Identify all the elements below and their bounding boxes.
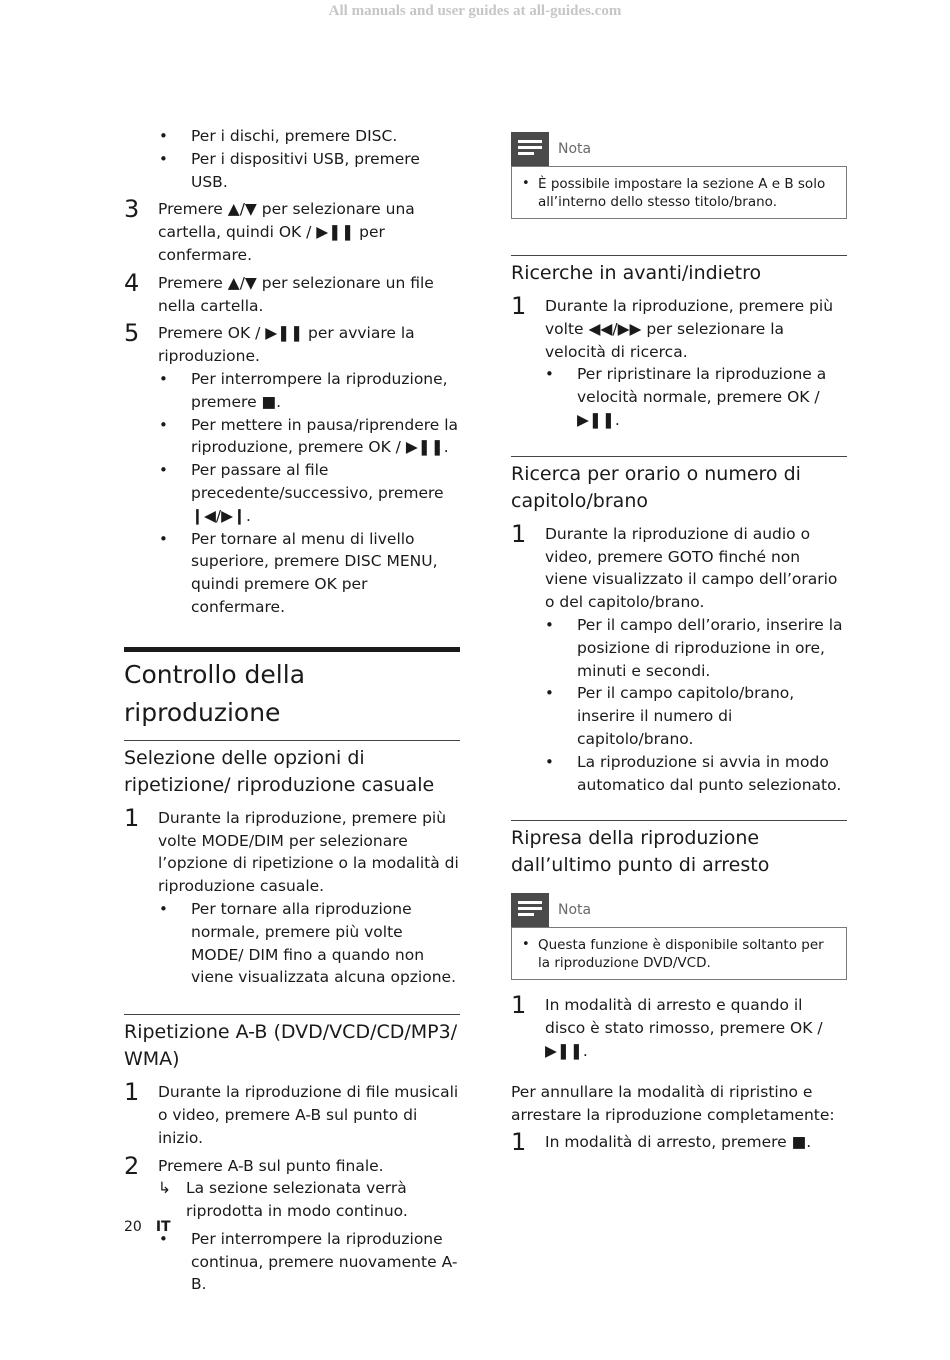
subsection-title: Ricerca per orario o numero di capitolo/brano	[511, 456, 847, 515]
step-2: 2 Premere A-B sul punto finale.	[124, 1151, 384, 1180]
step-5: 5 Premere OK / ▶❚❚ per avviare la riproduzione.	[124, 319, 415, 366]
subsection-title: Ripetizione A-B (DVD/VCD/CD/MP3/ WMA)	[124, 1014, 460, 1073]
list-item: • Per i dischi, premere DISC.	[124, 125, 460, 148]
page-footer	[124, 1219, 171, 1235]
list-item: • Per tornare al menu di livello superiore, premere DISC MENU, quindi premere OK per confermare.	[124, 528, 460, 619]
step-3: 3 Premere ▲/▼ per selezionare una cartella, quindi OK / ▶❚❚ per confermare.	[124, 195, 415, 264]
language-code: IT	[155, 1219, 171, 1235]
subsection-title: Selezione delle opzioni di ripetizione/ riproduzione casuale	[124, 740, 460, 799]
section-title: Controllo della riproduzione	[124, 647, 460, 732]
step-1: 1 Durante la riproduzione, premere più volte MODE/DIM per selezionare l’opzione di ripetizione o la modalità di riproduzione casuale.	[124, 803, 459, 896]
note-text: • È possibile impostare la sezione A e B solo all’interno dello stesso titolo/brano.	[511, 166, 847, 219]
list-item: • Per i dispositivi USB, premere USB.	[124, 148, 460, 194]
result-item: ↳ La sezione selezionata verrà riprodotta in modo continuo.	[158, 1179, 408, 1221]
list-item: • Per interrompere la riproduzione continua, premere nuovamente A-B.	[124, 1228, 460, 1296]
list-item: • Per il campo capitolo/brano, inserire il numero di capitolo/brano.	[511, 682, 847, 750]
note-text: • Questa funzione è disponibile soltanto per la riproduzione DVD/VCD.	[511, 927, 847, 980]
step-1: 1 In modalità di arresto e quando il disco è stato rimosso, premere OK / ▶❚❚.	[511, 991, 823, 1060]
step-1: 1 In modalità di arresto, premere ■.	[511, 1128, 812, 1157]
step-1: 1 Durante la riproduzione di file musicali o video, premere A-B sul punto di inizio.	[124, 1078, 459, 1147]
list-item: • La riproduzione si avvia in modo automatico dal punto selezionato.	[511, 751, 847, 797]
watermark: All manuals and user guides at all-guides.com	[328, 3, 622, 19]
step-4: 4 Premere ▲/▼ per selezionare un file nella cartella.	[124, 268, 434, 315]
list-item: • Per il campo dell’orario, inserire la posizione di riproduzione in ore, minuti e secondi.	[511, 614, 847, 682]
note-icon	[511, 893, 549, 927]
page-number: 20	[124, 1219, 142, 1235]
note-block	[511, 893, 847, 980]
list-item: • Per passare al file precedente/successivo, premere ❙◀/▶❙.	[124, 459, 460, 527]
result-arrow-icon: ↳	[158, 1179, 171, 1198]
left-column	[124, 125, 460, 1296]
subsection-title: Ricerche in avanti/indietro	[511, 255, 847, 287]
subsection-title: Ripresa della riproduzione dall’ultimo punto di arresto	[511, 820, 847, 879]
note-label: Nota	[558, 141, 592, 157]
note-icon	[511, 132, 549, 166]
list-item: • Per mettere in pausa/riprendere la riproduzione, premere OK / ▶❚❚.	[124, 414, 460, 460]
list-item: • Per interrompere la riproduzione, premere ■.	[124, 368, 460, 414]
step-1: 1 Durante la riproduzione di audio o video, premere GOTO finché non viene visualizzato il campo dell’orario o del capitolo/brano.	[511, 519, 838, 612]
list-item: • Per ripristinare la riproduzione a velocità normale, premere OK / ▶❚❚.	[511, 363, 847, 431]
right-column	[511, 132, 847, 1157]
procedure-heading: Per annullare la modalità di ripristino e arrestare la riproduzione completamente:	[511, 1082, 835, 1124]
note-label: Nota	[558, 902, 592, 919]
note-block	[511, 132, 847, 219]
step-1: 1 Durante la riproduzione, premere più volte ◀◀/▶▶ per selezionare la velocità di ricerca.	[511, 292, 834, 361]
list-item: • Per tornare alla riproduzione normale, premere più volte MODE/ DIM fino a quando non viene visualizzata alcuna opzione.	[124, 898, 460, 989]
